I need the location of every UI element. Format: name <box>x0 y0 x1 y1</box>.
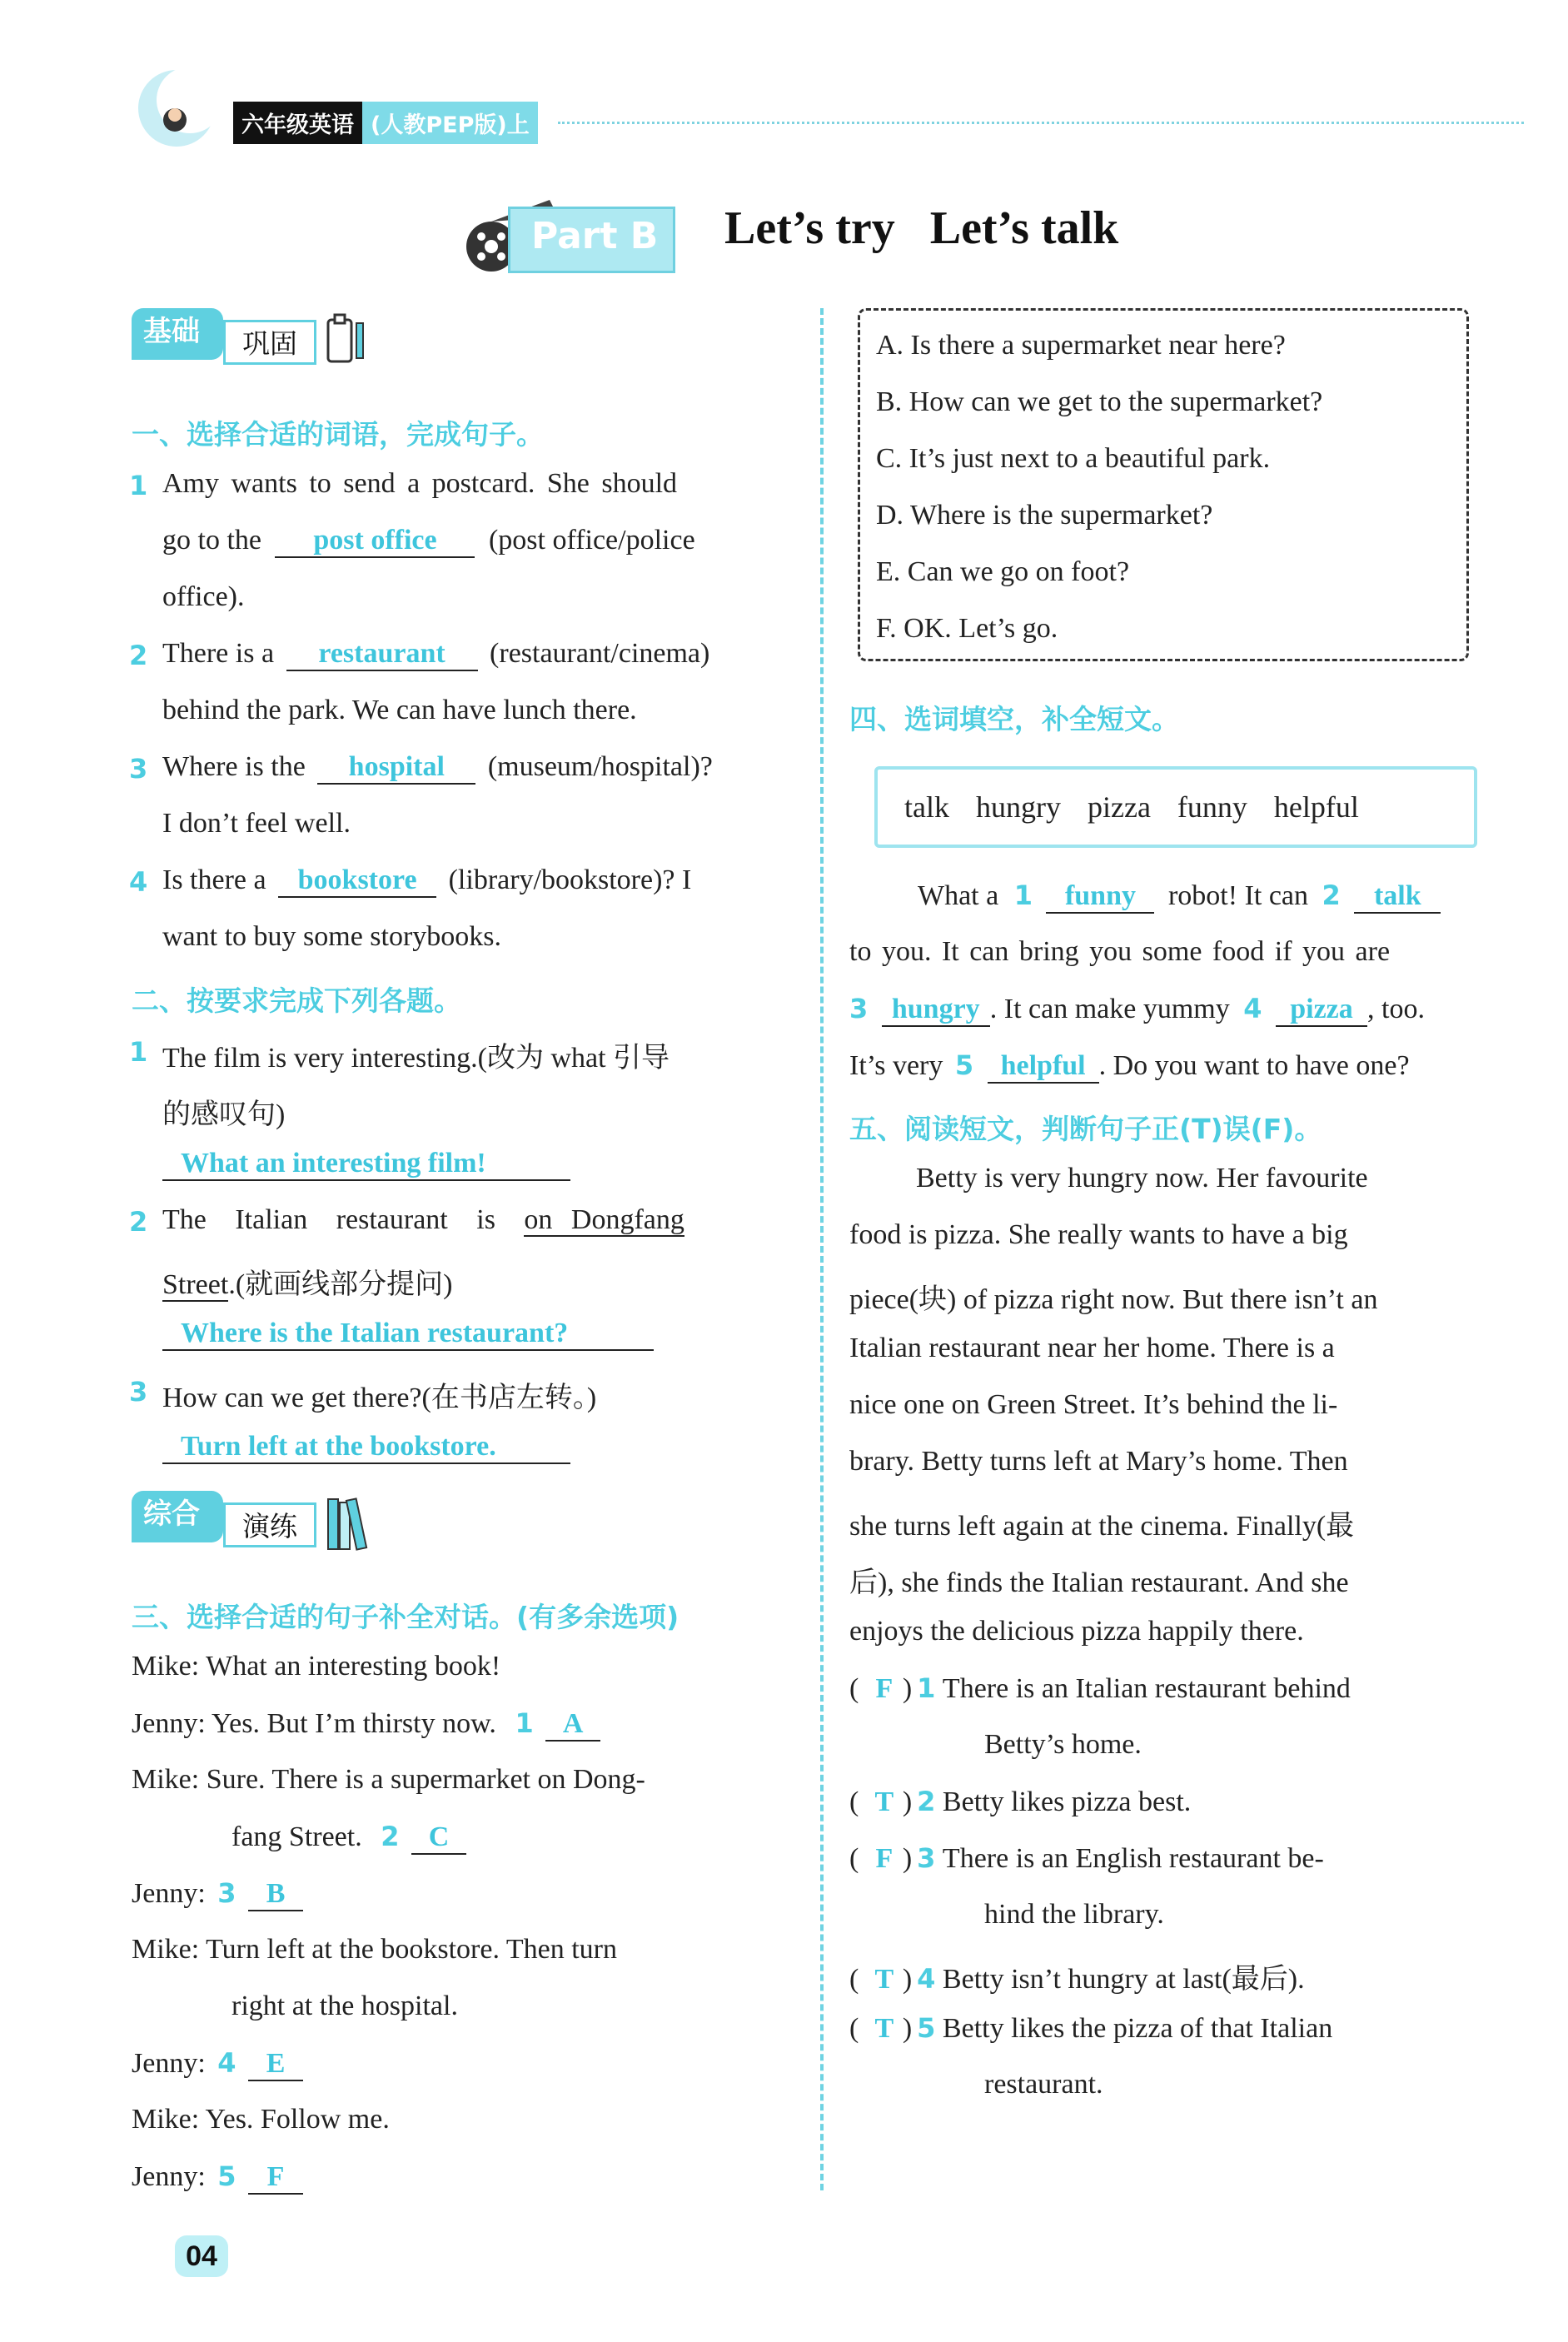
dialogue-line8 <box>132 2160 303 2195</box>
passage-line: food is pizza. She really wants to have a big <box>849 1219 1348 1250</box>
tag-basic-part1: 基础 <box>132 308 223 360</box>
s1-q3-post: (museum/hospital)? <box>487 751 713 782</box>
tf-item-2: ( T ) 2 Betty likes pizza best. <box>849 1786 1192 1817</box>
s2-q1-number: 1 <box>129 1036 148 1068</box>
s1-q2-number: 2 <box>129 640 148 671</box>
s2-q2-instruction: .(就画线部分提问) <box>228 1269 453 1300</box>
passage-line: nice one on Green Street. It’s behind the li- <box>849 1389 1338 1420</box>
s4-text: . It can make yummy <box>989 994 1230 1024</box>
column-divider <box>820 308 824 2190</box>
section5-heading: 五、阅读短文，判断句子正(T)误(F)。 <box>849 1113 1322 1145</box>
option-e: E. Can we go on foot? <box>876 556 1130 587</box>
clipboard-pencil-icon <box>325 311 366 366</box>
s4-line1 <box>918 879 1441 914</box>
s2-q2-text: The Italian restaurant is <box>162 1204 525 1235</box>
s2-q2-number: 2 <box>129 1206 148 1238</box>
tf-2-text: Betty likes pizza best. <box>942 1786 1192 1817</box>
option-f: F. OK. Let’s go. <box>876 613 1058 644</box>
s4-text: , too. <box>1367 994 1425 1024</box>
page-title: Let’s try Let’s talk <box>724 202 1119 254</box>
books-icon <box>325 1494 375 1552</box>
section4-heading: 四、选词填空，补全短文。 <box>849 703 1179 735</box>
dialogue-blank4-number: 4 <box>217 2047 236 2079</box>
dialogue-line5: Mike: Turn left at the bookstore. Then turn <box>132 1934 617 1965</box>
s2-q2-underlined1: on Dongfang <box>524 1204 684 1235</box>
passage-line: 后), she finds the Italian restaurant. And she <box>849 1567 1349 1598</box>
dialogue-blank4-answer: E <box>248 2048 303 2081</box>
option-d: D. Where is the supermarket? <box>876 500 1213 531</box>
s4-text: . Do you want to have one? <box>1098 1050 1410 1081</box>
s2-q2-line1 <box>162 1204 795 1236</box>
s4-line2: to you. It can bring you some food if you are <box>849 936 1391 967</box>
dialogue-line8-speaker: Jenny: <box>132 2161 206 2192</box>
dialogue-line2-text: Jenny: Yes. But I’m thirsty now. <box>132 1708 496 1739</box>
tf-4-number: 4 <box>917 1963 936 1995</box>
passage-line: she turns left again at the cinema. Finally(最 <box>849 1511 1355 1542</box>
s2-q2-underlined2: Street <box>162 1269 229 1300</box>
s2-q3-answer: Turn left at the bookstore. <box>162 1431 570 1464</box>
passage-line: Italian restaurant near her home. There is a <box>849 1333 1335 1363</box>
s1-q4-number: 4 <box>129 866 148 898</box>
dialogue-blank2-number: 2 <box>381 1821 400 1852</box>
s4-blank3-number: 3 <box>849 993 869 1024</box>
s1-q1-answer: post office <box>275 525 475 558</box>
s4-blank3-answer: hungry <box>882 994 990 1027</box>
tf-3-answer: F <box>875 1843 894 1874</box>
dialogue-line5b: right at the hospital. <box>231 1991 458 2021</box>
passage-line: piece(块) of pizza right now. But there isn’t an <box>849 1284 1378 1315</box>
tf-5-text: Betty likes the pizza of that Italian <box>942 2013 1333 2044</box>
s1-q2-answer: restaurant <box>286 638 478 671</box>
s4-blank1-number: 1 <box>1013 879 1033 911</box>
dialogue-line4-speaker: Jenny: <box>132 1878 206 1909</box>
s4-blank5-answer: helpful <box>988 1050 1099 1084</box>
dialogue-blank5-number: 5 <box>217 2160 236 2192</box>
s1-q4-line2: want to buy some storybooks. <box>162 921 502 952</box>
s4-text: robot! It can <box>1167 880 1309 911</box>
dialogue-line2 <box>132 1707 600 1742</box>
tf-5-number: 5 <box>917 2012 936 2044</box>
dialogue-line3: Mike: Sure. There is a supermarket on Dong- <box>132 1764 645 1795</box>
s4-blank4-number: 4 <box>1243 993 1262 1024</box>
tf-4-answer: T <box>874 1964 894 1995</box>
s1-q2-post: (restaurant/cinema) <box>490 638 710 669</box>
tf-item-5-line2: restaurant. <box>984 2069 1103 2100</box>
s1-q3-answer: hospital <box>317 751 475 785</box>
option-c: C. It’s just next to a beautiful park. <box>876 443 1271 474</box>
section1-heading: 一、选择合适的词语，完成句子。 <box>132 418 544 451</box>
s2-q1-line2: 的感叹句) <box>162 1099 286 1130</box>
tf-5-answer: T <box>874 2013 894 2044</box>
s4-blank2-number: 2 <box>1322 879 1341 911</box>
tag-basic-part2: 巩固 <box>223 320 316 365</box>
dialogue-blank3-number: 3 <box>217 1877 236 1909</box>
part-label: Part B <box>531 215 659 257</box>
s4-text: It’s very <box>849 1050 943 1081</box>
s4-blank1-answer: funny <box>1046 880 1154 914</box>
s1-q1-pre: go to the <box>162 525 261 556</box>
s1-q1-line2 <box>162 525 695 558</box>
tf-item-1-line2: Betty’s home. <box>984 1729 1142 1760</box>
s1-q1-post: (post office/police <box>488 525 695 556</box>
s1-q4-line1 <box>162 865 691 898</box>
option-a: A. Is there a supermarket near here? <box>876 330 1286 361</box>
tf-item-4: ( T ) 4 Betty isn’t hungry at last(最后). <box>849 1963 1305 1995</box>
dialogue-blank5-answer: F <box>248 2161 303 2195</box>
dialogue-line6 <box>132 2047 303 2081</box>
s4-blank2-answer: talk <box>1354 880 1441 914</box>
s1-q3-number: 3 <box>129 753 148 785</box>
dialogue-blank3-answer: B <box>248 1878 303 1911</box>
tf-2-number: 2 <box>917 1786 936 1817</box>
tf-1-text: There is an Italian restaurant behind <box>942 1673 1351 1704</box>
s1-q3-line2: I don’t feel well. <box>162 808 351 839</box>
s1-q4-post: (library/bookstore)? I <box>448 865 692 895</box>
s1-q1-number: 1 <box>129 470 148 501</box>
s4-blank4-answer: pizza <box>1276 994 1367 1027</box>
passage-line: brary. Betty turns left at Mary’s home. Then <box>849 1446 1348 1477</box>
passage-line: Betty is very hungry now. Her favourite <box>916 1163 1368 1193</box>
edition-label: (人教PEP版)上 <box>362 102 538 144</box>
tag-practice-part2: 演练 <box>223 1502 316 1547</box>
word-bank-item: funny <box>1177 790 1247 824</box>
s1-q3-pre: Where is the <box>162 751 306 782</box>
word-bank-item: helpful <box>1273 790 1359 824</box>
s4-blank5-number: 5 <box>954 1049 974 1081</box>
dialogue-line7: Mike: Yes. Follow me. <box>132 2104 390 2135</box>
word-bank-item: hungry <box>975 790 1061 824</box>
s1-q2-line2: behind the park. We can have lunch there. <box>162 695 637 725</box>
tf-item-5: ( T ) 5 Betty likes the pizza of that Italian <box>849 2012 1333 2044</box>
dialogue-blank2-answer: C <box>411 1821 466 1855</box>
s1-q2-pre: There is a <box>162 638 275 669</box>
s1-q1-line3: office). <box>162 581 245 612</box>
s2-q3-number: 3 <box>129 1376 148 1408</box>
header-dotted-line <box>558 122 1524 124</box>
s4-line3 <box>849 993 1425 1027</box>
tf-4-text: Betty isn’t hungry at last(最后). <box>942 1964 1305 1995</box>
page-number: 04 <box>175 2235 228 2277</box>
section2-heading: 二、按要求完成下列各题。 <box>132 984 461 1017</box>
word-bank-item: pizza <box>1087 790 1151 824</box>
tag-practice-part1: 综合 <box>132 1491 223 1542</box>
grade-label: 六年级英语 <box>233 102 362 144</box>
s4-line4 <box>849 1049 1410 1084</box>
moon-logo-icon <box>125 60 225 152</box>
dialogue-line6-speaker: Jenny: <box>132 2048 206 2079</box>
tf-2-answer: T <box>874 1786 894 1817</box>
dialogue-blank1-number: 1 <box>515 1707 534 1739</box>
s1-q4-pre: Is there a <box>162 865 266 895</box>
tf-1-number: 1 <box>917 1672 936 1704</box>
passage-line: enjoys the delicious pizza happily there. <box>849 1616 1304 1647</box>
s1-q1-line1: Amy wants to send a postcard. She should <box>162 468 678 499</box>
s4-text: What a <box>918 880 999 911</box>
s2-q3-line1: How can we get there?(在书店左转。) <box>162 1383 597 1413</box>
header-bar <box>233 102 538 143</box>
tf-3-number: 3 <box>917 1842 936 1874</box>
dialogue-line4 <box>132 1877 303 1911</box>
word-bank-item: talk <box>904 790 949 824</box>
tf-3-text: There is an English restaurant be- <box>942 1843 1324 1874</box>
dialogue-blank1-answer: A <box>545 1708 600 1742</box>
tf-item-1: ( F ) 1 There is an Italian restaurant behind <box>849 1672 1351 1704</box>
s1-q2-line1 <box>162 638 709 671</box>
s2-q1-answer: What an interesting film! <box>162 1148 570 1181</box>
dialogue-line3b <box>231 1821 466 1855</box>
section3-heading: 三、选择合适的句子补全对话。(有多余选项) <box>132 1601 679 1633</box>
tf-1-answer: F <box>875 1673 894 1704</box>
dialogue-line1: Mike: What an interesting book! <box>132 1651 501 1682</box>
s2-q1-line1: The film is very interesting.(改为 what 引导 <box>162 1043 670 1074</box>
tf-item-3: ( F ) 3 There is an English restaurant be- <box>849 1842 1324 1874</box>
s2-q2-line2 <box>162 1261 452 1302</box>
tf-item-3-line2: hind the library. <box>984 1899 1164 1930</box>
s1-q4-answer: bookstore <box>278 865 436 898</box>
s2-q2-answer: Where is the Italian restaurant? <box>162 1318 654 1351</box>
word-bank <box>874 766 1477 848</box>
dialogue-line3b-text: fang Street. <box>231 1821 362 1852</box>
s1-q3-line1 <box>162 751 713 785</box>
option-b: B. How can we get to the supermarket? <box>876 386 1323 417</box>
